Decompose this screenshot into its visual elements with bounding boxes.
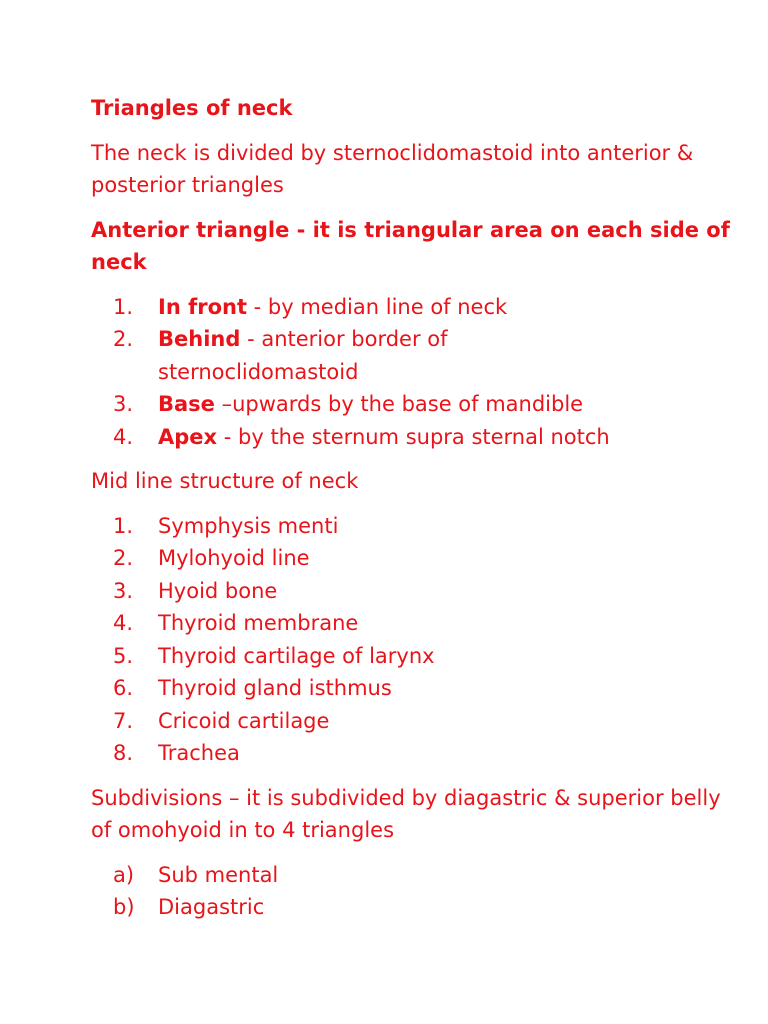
list-item-text: Thyroid cartilage of larynx xyxy=(158,643,435,668)
boundary-label: Base xyxy=(158,392,215,416)
list-item xyxy=(91,705,741,738)
list-item xyxy=(91,859,741,892)
list-letter: a) xyxy=(113,862,135,887)
list-item xyxy=(91,607,741,640)
list-number: 2. xyxy=(113,546,134,570)
list-item xyxy=(91,672,741,705)
anterior-heading-text: Anterior triangle - it is triangular area on each side of neck xyxy=(91,217,730,274)
list-number: 4. xyxy=(113,611,134,635)
list-item xyxy=(91,510,741,543)
intro-paragraph xyxy=(91,137,741,202)
list-number: 3. xyxy=(113,392,134,416)
list-item-text: Cricoid cartilage xyxy=(158,708,330,733)
list-number: 1. xyxy=(113,294,134,319)
page-title: Triangles of neck xyxy=(91,96,293,120)
list-number: 4. xyxy=(113,424,134,449)
list-number: 1. xyxy=(113,513,134,538)
list-item xyxy=(91,388,741,421)
list-number: 3. xyxy=(113,578,134,603)
boundary-text: - by the sternum supra sternal notch xyxy=(217,424,610,449)
list-item xyxy=(91,737,741,770)
list-item xyxy=(91,542,741,575)
list-item-text: Diagastric xyxy=(158,895,265,919)
midline-heading-text: Mid line structure of neck xyxy=(91,469,359,493)
midline-heading xyxy=(91,465,741,498)
list-item xyxy=(91,291,741,324)
list-item-text: Thyroid gland isthmus xyxy=(158,676,392,700)
boundary-text: - by median line of neck xyxy=(246,294,508,319)
list-item-text: Sub mental xyxy=(158,862,279,887)
boundary-wrap xyxy=(158,323,498,388)
list-number: 5. xyxy=(113,643,134,668)
list-item xyxy=(91,640,741,673)
list-item xyxy=(91,891,741,924)
document-page xyxy=(91,92,741,936)
boundary-label: In front xyxy=(158,294,247,319)
list-item xyxy=(91,323,741,388)
boundary-label: Apex xyxy=(158,424,218,449)
boundary-text: - anterior border of sternoclidomastoid xyxy=(158,327,448,384)
list-number: 6. xyxy=(113,676,134,700)
midline-list xyxy=(91,510,741,770)
subdivisions-paragraph xyxy=(91,782,741,847)
list-item-text: Mylohyoid line xyxy=(158,546,310,570)
boundary-label: Behind xyxy=(158,327,241,351)
subdivisions-text: Subdivisions – it is subdivided by diagastric & superior belly of omohyoid in to 4 triangles xyxy=(91,785,721,842)
list-item-text: Trachea xyxy=(158,741,240,765)
list-item-text: Thyroid membrane xyxy=(158,611,359,635)
list-item xyxy=(91,575,741,608)
anterior-triangle-heading xyxy=(91,214,741,279)
boundary-text: –upwards by the base of mandible xyxy=(214,392,584,416)
list-item xyxy=(91,421,741,454)
list-number: 8. xyxy=(113,741,134,765)
list-letter: b) xyxy=(113,895,135,919)
list-item-text: Hyoid bone xyxy=(158,578,278,603)
intro-text: The neck is divided by sternoclidomastoid into anterior & posterior triangles xyxy=(91,140,694,197)
list-item-text: Symphysis menti xyxy=(158,513,339,538)
list-number: 2. xyxy=(113,327,134,351)
subdivisions-list xyxy=(91,859,741,924)
list-number: 7. xyxy=(113,708,134,733)
boundaries-list xyxy=(91,291,741,454)
